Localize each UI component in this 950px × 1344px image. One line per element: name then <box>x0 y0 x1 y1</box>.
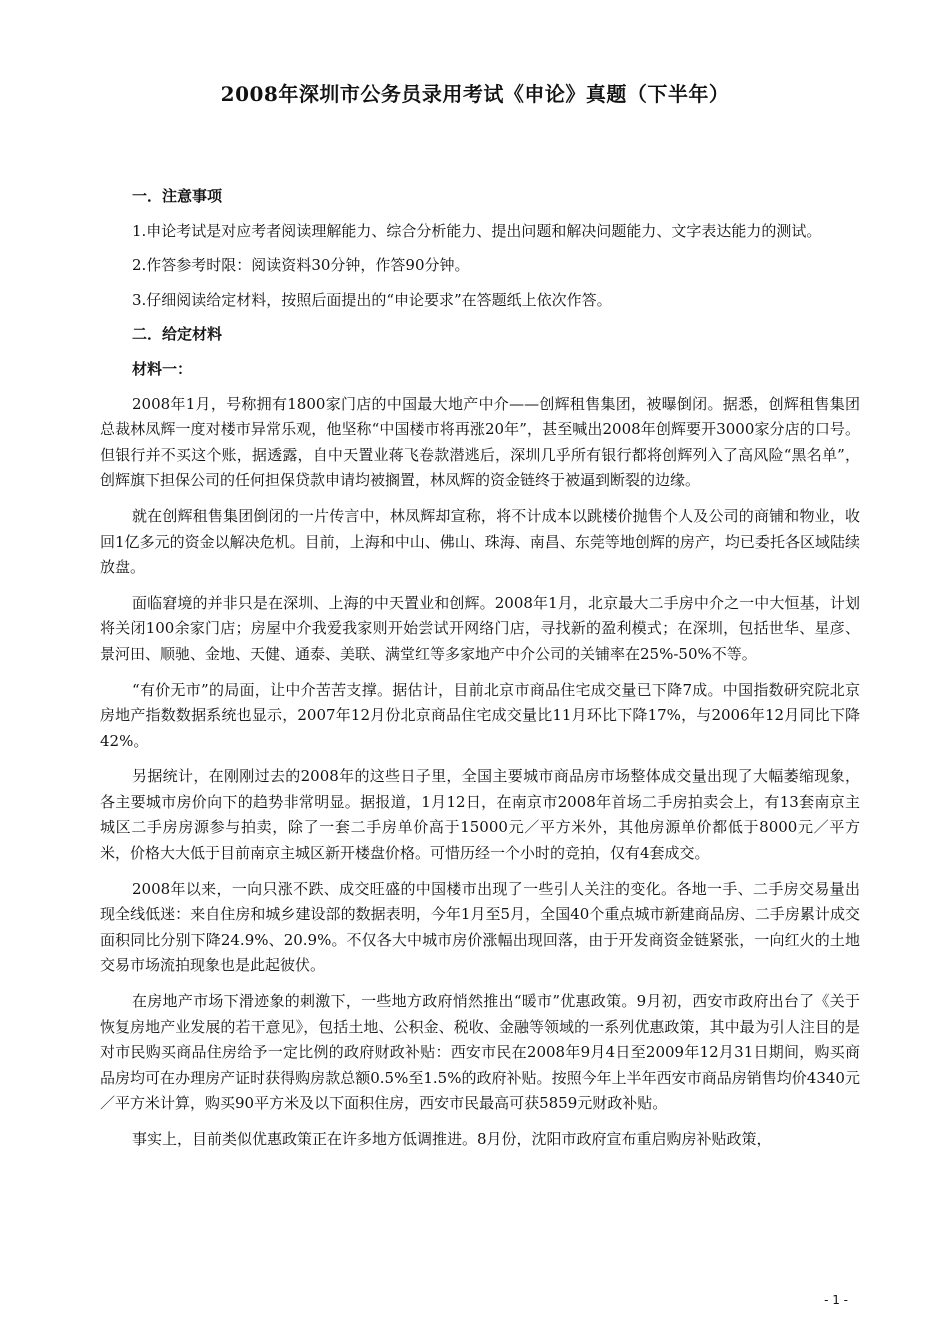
material-paragraph: 2008年1月，号称拥有1800家门店的中国最大地产中介——创辉租售集团，被曝倒闭。据悉，创辉租售集团总裁林凤辉一度对楼市异常乐观，他坚称“中国楼市将再涨20年”，甚至喊出2008年创辉要开3000家分店的口号。但银行并不买这个账，据透露，自中天置业蒋飞卷款潜逃后，深圳几乎所有银行都将创辉列入了高风险“黑名单”，创辉旗下担保公司的任何担保贷款申请均被搁置，林凤辉的资金链终于被逼到断裂的边缘。 <box>100 394 860 490</box>
section-heading-materials: 二．给定材料 <box>132 325 223 344</box>
document-body <box>100 184 860 1163</box>
page-number: - 1 - <box>824 1293 848 1307</box>
note-item: 1.申论考试是对应考者阅读理解能力、综合分析能力、提出问题和解决问题能力、文字表达能力的测试。 <box>132 221 822 240</box>
material-paragraph: “有价无市”的局面，让中介苦苦支撑。据估计，目前北京市商品住宅成交量已下降7成。中国指数研究院北京房地产指数数据系统也显示，2007年12月份北京商品住宅成交量比11月环比下降17%，与2006年12月同比下降42%。 <box>100 680 860 750</box>
section-heading-notes: 一．注意事项 <box>132 187 223 205</box>
note-item: 2.作答参考时限：阅读资料30分钟，作答90分钟。 <box>132 256 470 275</box>
material-paragraph: 面临窘境的并非只是在深圳、上海的中天置业和创辉。2008年1月，北京最大二手房中介之一中大恒基，计划将关闭100余家门店；房屋中介我爱我家则开始尝试开网络门店，寻找新的盈利模式；在深圳，包括世华、星彦、景河田、顺驰、金地、天健、通泰、美联、满堂红等多家地产中介公司的关铺率在25%-50%不等。 <box>100 593 860 663</box>
material-paragraph: 在房地产市场下滑迹象的刺激下，一些地方政府悄然推出“暖市”优惠政策。9月初，西安市政府出台了《关于恢复房地产业发展的若干意见》，包括土地、公积金、税收、金融等领域的一系列优惠政策，其中最为引人注目的是对市民购买商品住房给予一定比例的政府财政补贴：西安市民在2008年9月4日至2009年12月31日期间，购买商品房均可在办理房产证时获得购房款总额0.5%至1.5%的政府补贴。按照今年上半年西安市商品房销售均价4340元／平方米计算，购买90平方米及以下面积住房，西安市民最高可获5859元财政补贴。 <box>100 992 860 1113</box>
note-item: 3.仔细阅读给定材料，按照后面提出的“申论要求”在答题纸上依次作答。 <box>132 290 612 309</box>
material-paragraph: 事实上，目前类似优惠政策正在许多地方低调推进。8月份，沈阳市政府宣布重启购房补贴政策， <box>132 1130 772 1148</box>
document-title: 2008年深圳市公务员录用考试《申论》真题（下半年） <box>220 82 730 106</box>
material-paragraph: 2008年以来，一向只涨不跌、成交旺盛的中国楼市出现了一些引人关注的变化。各地一手、二手房交易量出现全线低迷：来自住房和城乡建设部的数据表明，今年1月至5月，全国40个重点城市新建商品房、二手房累计成交面积同比分别下降24.9%、20.9%。不仅各大中城市房价涨幅出现回落，由于开发商资金链紧张，一向红火的土地交易市场流拍现象也是此起彼伏。 <box>100 879 860 975</box>
material-paragraph: 另据统计，在刚刚过去的2008年的这些日子里，全国主要城市商品房市场整体成交量出现了大幅萎缩现象，各主要城市房价向下的趋势非常明显。据报道，1月12日，在南京市2008年首场二手房拍卖会上，有13套南京主城区二手房房源参与拍卖，除了一套二手房单价高于15000元／平方米外，其他房源单价都低于8000元／平方米，价格大大低于目前南京主城区新开楼盘价格。可惜历经一个小时的竞拍，仅有4套成交。 <box>100 767 860 863</box>
material-paragraph: 就在创辉租售集团倒闭的一片传言中，林凤辉却宣称，将不计成本以跳楼价抛售个人及公司的商铺和物业，收回1亿多元的资金以解决危机。目前，上海和中山、佛山、珠海、南昌、东莞等地创辉的房产，均已委托各区域陆续放盘。 <box>100 506 860 577</box>
material-label: 材料一： <box>132 359 193 378</box>
